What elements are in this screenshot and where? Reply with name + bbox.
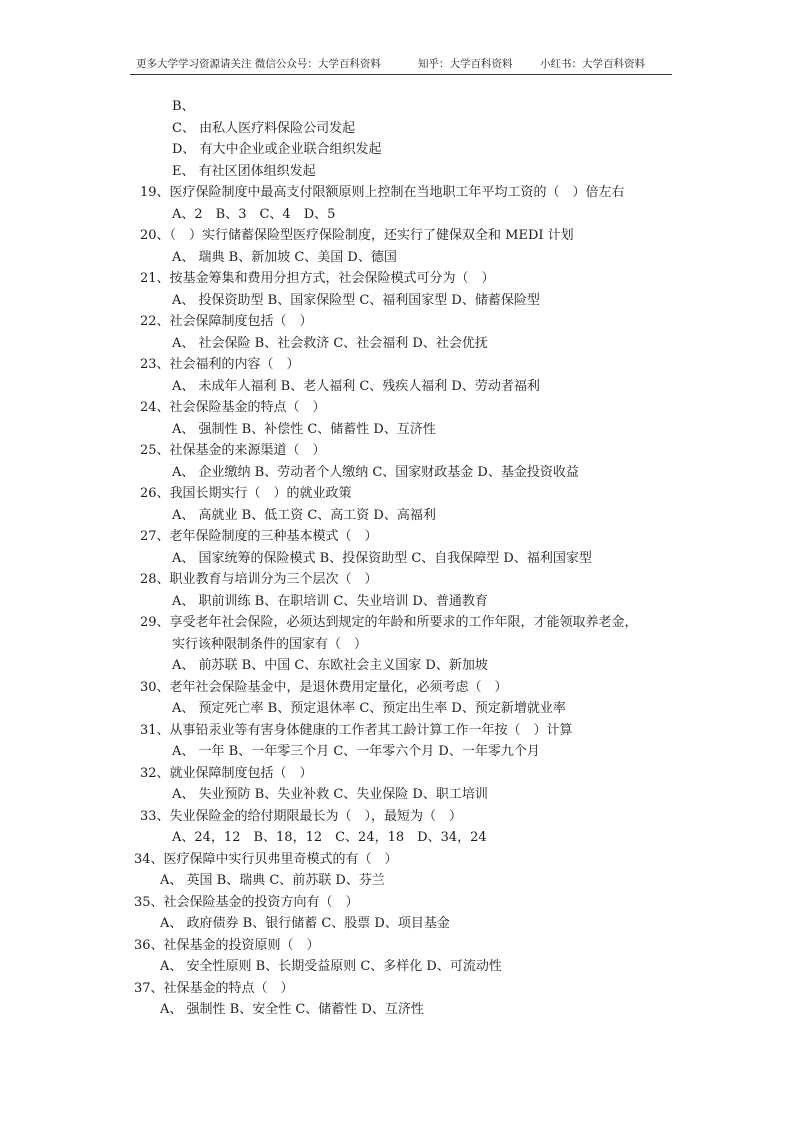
option-line: B、: [172, 99, 195, 114]
option-line: A、24，12 B、18，12 C、24，18 D、34，24: [172, 830, 487, 845]
question-continuation-line: 实行该种限制条件的国家有（ ）: [172, 636, 368, 652]
option-line: A、 英国 B、瑞典 C、前苏联 D、芬兰: [160, 873, 385, 888]
question-line: 35、社会保险基金的投资方向有（ ）: [134, 894, 359, 910]
question-line: 37、社保基金的特点（ ）: [134, 980, 294, 996]
option-line: A、2 B、3 C、4 D、5: [172, 206, 336, 222]
question-line: 33、失业保险金的给付期限最长为（ ），最短为（ ）: [140, 808, 463, 824]
option-line: D、 有大中企业或企业联合组织发起: [172, 142, 382, 157]
question-line: 34、医疗保障中实行贝弗里奇模式的有（ ）: [134, 851, 398, 867]
option-line: E、 有社区团体组织发起: [172, 163, 316, 179]
question-line: 31、从事铅汞业等有害身体健康的工作者其工龄计算工作一年按（ ）计算: [140, 722, 573, 738]
header-zhihu-text: 知乎：大学百科资料: [418, 58, 513, 70]
question-line: 19、医疗保险制度中最高支付限额原则上控制在当地职工年平均工资的（ ）倍左右: [140, 185, 625, 200]
option-line: A、 前苏联 B、中国 C、东欧社会主义国家 D、新加坡: [172, 658, 488, 673]
option-line: A、 预定死亡率 B、预定退休率 C、预定出生率 D、预定新增就业率: [172, 701, 566, 716]
option-line: A、 失业预防 B、失业补救 C、失业保险 D、职工培训: [172, 787, 488, 802]
option-line: A、 强制性 B、安全性 C、储蓄性 D、互济性: [160, 1002, 424, 1017]
option-line: A、 社会保险 B、社会救济 C、社会福利 D、社会优抚: [172, 335, 488, 351]
option-line: A、 国家统筹的保险模式 B、投保资助型 C、自我保障型 D、福利国家型: [172, 550, 592, 566]
question-line: 36、社保基金的投资原则（ ）: [134, 937, 320, 953]
option-line: A、 职前训练 B、在职培训 C、失业培训 D、普通教育: [172, 593, 488, 609]
option-line: A、 未成年人福利 B、老人福利 C、残疾人福利 D、劳动者福利: [172, 378, 540, 394]
question-line: 22、社会保障制度包括（ ）: [140, 314, 313, 329]
question-line: 20、（ ）实行储蓄保险型医疗保险制度，还实行了健保双全和 MEDI 计划: [140, 228, 574, 243]
option-line: A、 投保资助型 B、国家保险型 C、福利国家型 D、储蓄保险型: [172, 292, 540, 308]
option-line: A、 一年 B、一年零三个月 C、一年零六个月 D、一年零九个月: [172, 744, 540, 759]
question-line: 24、社会保险基金的特点（ ）: [140, 400, 326, 415]
option-line: A、 政府债券 B、银行储蓄 C、股票 D、项目基金: [160, 916, 450, 931]
option-line: A、 安全性原则 B、长期受益原则 C、多样化 D、可流动性: [160, 959, 502, 974]
question-line: 30、老年社会保险基金中，是退休费用定量化，必须考虑（ ）: [140, 679, 508, 695]
question-line: 29、享受老年社会保险，必须达到规定的年龄和所要求的工作年限，才能领取养老金，: [140, 615, 638, 630]
option-line: A、 企业缴纳 B、劳动者个人缴纳 C、国家财政基金 D、基金投资收益: [172, 464, 579, 480]
question-line: 28、职业教育与培训分为三个层次（ ）: [140, 572, 378, 587]
question-line: 27、老年保险制度的三种基本模式（ ）: [140, 529, 378, 544]
header-wechat-text: 更多大学学习资源请关注 微信公众号：大学百科资料: [136, 58, 381, 70]
option-line: A、 高就业 B、低工资 C、高工资 D、高福利: [172, 507, 436, 523]
question-line: 23、社会福利的内容（ ）: [140, 357, 300, 372]
question-line: 32、就业保障制度包括（ ）: [140, 765, 313, 781]
question-line: 25、社保基金的来源渠道（ ）: [140, 443, 326, 458]
option-line: A、 瑞典 B、新加坡 C、美国 D、德国: [172, 249, 397, 265]
page-header: [130, 56, 672, 75]
header-xiaohongshu-text: 小红书：大学百科资料: [540, 58, 645, 70]
option-line: C、 由私人医疗料保险公司发起: [172, 120, 356, 136]
option-line: A、 强制性 B、补偿性 C、储蓄性 D、互济性: [172, 421, 436, 437]
question-line: 26、我国长期实行（ ）的就业政策: [140, 486, 352, 501]
question-line: 21、按基金筹集和费用分担方式，社会保险模式可分为（ ）: [140, 271, 495, 286]
